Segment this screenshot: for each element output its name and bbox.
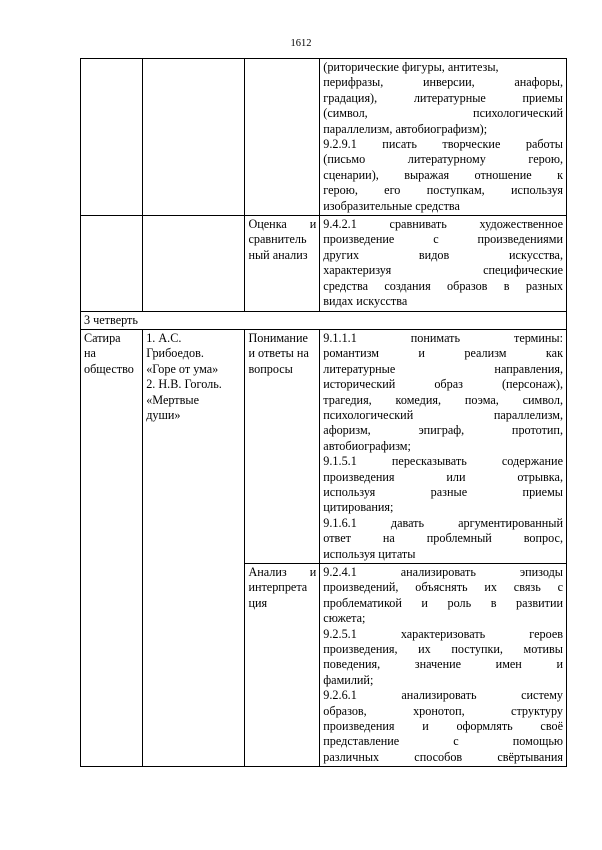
cell-text-line: Оценка и [248, 217, 317, 232]
table-cell [81, 216, 143, 311]
curriculum-table [80, 58, 567, 767]
cell-text-line: Понимание [248, 330, 308, 345]
cell-text-line: 9.1.1.1 понимать термины: [323, 330, 563, 345]
cell-text-line: параллелизм, автобиографизм); [323, 121, 488, 136]
cell-text-line: (символ, психологический [323, 106, 563, 121]
cell-text-line: 9.2.4.1 анализировать эпизоды [323, 565, 563, 579]
cell-text-line: «Мертвые [146, 392, 199, 407]
objectives-cell [320, 329, 567, 563]
cell-text-line: произведения или отрывка, [323, 469, 563, 484]
table-row [81, 59, 567, 216]
objectives-cell [320, 564, 567, 767]
cell-text-line: видах искусства [323, 294, 408, 309]
table-row [81, 329, 567, 563]
cell-text-line: изобразительные средства [323, 198, 460, 213]
cell-text-line: афоризм, эпиграф, прототип, [323, 423, 563, 438]
cell-text-line: 9.2.9.1 писать творческие работы [323, 137, 563, 152]
cell-text-line: 9.2.5.1 характеризовать героев [323, 626, 563, 641]
cell-text-line: других видов искусства, [323, 247, 563, 262]
cell-text-line: герою, его поступкам, используя [323, 183, 563, 198]
cell-text-line: общество [84, 361, 134, 376]
cell-text-line: 9.1.6.1 давать аргументированный [323, 515, 563, 530]
cell-text-line: души» [146, 407, 181, 422]
cell-text-line: произведения, их поступки, мотивы [323, 642, 563, 657]
quarter-heading: 3 четверть [81, 311, 567, 329]
cell-text-line: фамилий; [323, 672, 374, 687]
cell-text-line: образов, хронотоп, структуру [323, 703, 563, 718]
cell-text-line: 9.4.2.1 сравнивать художественное [323, 217, 563, 232]
cell-text-line: Сатира [84, 330, 121, 345]
cell-text-line: 2. Н.В. Гоголь. [146, 377, 222, 392]
cell-text-line: проблематикой и роль в развитии [323, 595, 563, 610]
cell-text-line: поведения, значение имен и [323, 657, 563, 672]
cell-text-line: Грибоедов. [146, 346, 204, 361]
table-row [81, 311, 567, 329]
cell-text-line: вопросы [248, 361, 293, 376]
skill-cell [245, 216, 320, 311]
table-row [81, 216, 567, 311]
cell-text-line: сценарии), выражая отношение к [323, 167, 563, 182]
skill-cell [245, 329, 320, 563]
table-cell [245, 59, 320, 216]
cell-text-line: Анализ и [248, 565, 317, 579]
topic-cell [81, 329, 143, 766]
cell-text-line: средства создания образов в разных [323, 278, 563, 293]
cell-text-line: автобиографизм; [323, 438, 411, 453]
cell-text-line: градация), литературные приемы [323, 90, 563, 105]
cell-text-line: и ответы на [248, 346, 309, 361]
cell-text-line: 9.1.5.1 пересказывать содержание [323, 454, 563, 469]
cell-text-line: (риторические фигуры, антитезы, [323, 60, 499, 74]
cell-text-line: различных способов свёртывания [323, 749, 563, 764]
table-cell [143, 59, 245, 216]
objectives-cell [320, 59, 567, 216]
cell-text-line: литературные направления, [323, 361, 563, 376]
works-cell [143, 329, 245, 766]
cell-text-line: интерпрета [248, 580, 308, 595]
page-number: 1612 [290, 38, 312, 49]
cell-text-line: 1. А.С. [146, 330, 182, 345]
table-cell [81, 59, 143, 216]
cell-text-line: трагедия, комедия, поэма, символ, [323, 392, 563, 407]
cell-text-line: ный анализ [248, 247, 308, 262]
cell-text-line: произведений, объяснять их связь с [323, 580, 563, 595]
table-cell [143, 216, 245, 311]
cell-text-line: ция [248, 595, 268, 610]
cell-text-line: на [84, 346, 96, 361]
cell-text-line: используя разные приемы [323, 484, 563, 499]
objectives-cell [320, 216, 567, 311]
cell-text-line: перифразы, инверсии, анафоры, [323, 75, 563, 90]
skill-cell [245, 564, 320, 767]
cell-text-line: психологический параллелизм, [323, 407, 563, 422]
cell-text-line: произведение с произведениями [323, 232, 563, 247]
cell-text-line: сравнитель [248, 232, 307, 247]
cell-text-line: «Горе от ума» [146, 361, 219, 376]
cell-text-line: исторический образ (персонаж), [323, 377, 563, 392]
cell-text-line: ответ на проблемный вопрос, [323, 531, 563, 546]
cell-text-line: цитирования; [323, 500, 394, 515]
cell-text-line: сюжета; [323, 611, 366, 626]
cell-text-line: 9.2.6.1 анализировать систему [323, 688, 563, 703]
cell-text-line: представление с помощью [323, 734, 563, 749]
cell-text-line: используя цитаты [323, 546, 416, 561]
cell-text-line: произведения и оформлять своё [323, 719, 563, 734]
cell-text-line: романтизм и реализм как [323, 346, 563, 361]
cell-text-line: (письмо литературному герою, [323, 152, 563, 167]
cell-text-line: характеризуя специфические [323, 263, 563, 278]
